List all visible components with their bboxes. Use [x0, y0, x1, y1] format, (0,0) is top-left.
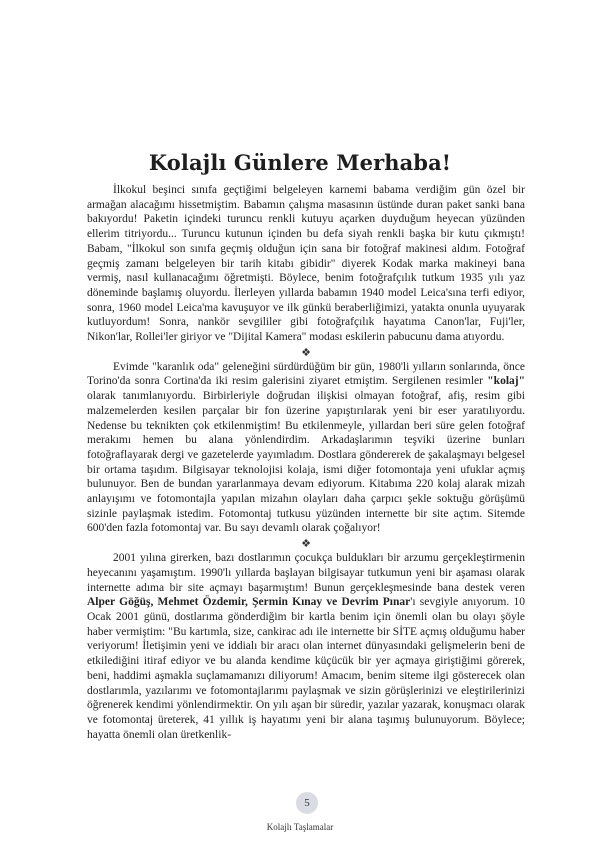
page-number: 5: [304, 797, 310, 809]
text-run: 2001 yılına girerken, bazı dostlarımın çocukça buldukları bir arzumu gerçekleştirmenin heyecanını yaşamıştım. 1990'lı yıllarda başlayan bilgisayar tutkumun yeni bir aşaması olarak internette adıma bir site açmayı başarmıştım! Bunun gerçekleşmesinde bana destek veren: [87, 552, 525, 594]
bold-text: "kolaj": [487, 375, 525, 388]
text-run: olarak tanımlanıyordu. Birbirleriyle doğrudan ilişkisi olmayan fotoğraf, afiş, resim gibi malzemelerden kesilen parçalar bir fon üzerine yapıştırılarak yeni bir eser yaratılıyordu. Nedense bu teknikten çok etkilenmiştim! Bu etkilenmeyle, yıllardan beri süre gelen fotoğraf merakımı hemen bu alana yönlendirdim. Arkadaşlarımın teşviki üzerine bunları fotoğraflayarak dergi ve gazetelerde yayımladım. Dostlara göndererek de şakalaşmayı belgesel bir ortama taşıdım. Bilgisayar teknolojisi kolaja, ismi diğer fotomontaja yeni ufuklar açmış bulunuyor. Ben de bundan yararlanmaya devam ediyorum. Kitabıma 220 kolaj alarak mizah anlayışımı ve fotomontajla yapılan mizahın olayları daha çarpıcı şekle soktuğu görüşümü sizinle paylaşmak istedim. Fotomontaj tutkusu yüzünden internette bir site açtım. Sitemde 600'den fazla fotomontaj var. Bu sayı devamlı olarak çoğalıyor!: [87, 390, 525, 535]
footer-title: Kolajlı Taşlamalar: [266, 822, 334, 832]
ornament-separator-icon: ❖: [301, 345, 311, 359]
paragraph: [87, 551, 525, 742]
text-run: Evimde "karanlık oda" geleneğini sürdürdüğüm bir gün, 1980'li yılların sonlarında, önce Torino'da sonra Cortina'da iki resim galerisini ziyaret etmiştim. Sergilenen resimler: [87, 360, 525, 388]
ornament-separator-icon: ❖: [301, 537, 311, 551]
paragraph: [87, 360, 525, 536]
text-run: 'ı sevgiyle anıyorum. 10 Ocak 2001 günü, dostlarıma gönderdiğim bir kartla benim için önemli olan bu olayı şöyle haber vermiştim: "Bu kartımla, size, cankirac adı ile internette bir SİTE açmış olduğumu haber veriyorum! İletişimin yeni ve iddialı bir aracı olan internet dünyasındaki gelişmelerin beni de etkilediğini itiraf ediyor ve bu alanda kendime küçücük bir yer açmaya giriştiğimi görerek, beni, haddimi aşmakla suçlamamanızı diliyorum! Amacım, benim siteme ilgi gösterecek olan dostlarımla, yazılarımı ve fotomontajlarımı paylaşmak ve sizin görüşlerinizi ve eleştirilerinizi öğrenerek kendimi yönlendirmektir. On yılı aşan bir süredir, yazılar yazarak, konuşmacı olarak ve fotomontaj üreterek, 41 yıllık iş hayatımı yeni bir alana taşımış bulunuyorum. Böylece; hayatta önemli olan üretkenlik-: [87, 596, 525, 741]
page-title: Kolajlı Günlere Merhaba!: [148, 150, 452, 175]
page-number-badge: [296, 792, 318, 814]
text-run: İlkokul beşinci sınıfa geçtiğimi belgeleyen karnemi babama verdiğim gün özel bir armağan alacağımı hissetmiştim. Babamın çalışma masasının üstünde duran paket sanki bana bakıyordu! Paketin içindeki turuncu renkli kutuyu açarken duyduğum heyecan yüzünden ellerim titriyordu... Turuncu kutunun içinden bu defa siyah renkli başka bir kutu çıkmıştı! Babam, "İlkokul son sınıfa geçmiş olduğun için sana bir fotoğraf makinesi aldım. Fotoğraf geçmiş zamanı belgeleyen bir tarih kitabı gibidir" diyerek Kodak marka makineyi bana vermiş, nasıl kullanacağımı öğretmişti. Böylece, benim fotoğrafçılık tutkum 1935 yılı yaz döneminde başlamış oluyordu. İlerleyen yıllarda babamın 1940 model Leica'sına terfi ediyor, sonra, 1960 model Leica'ma kavuşuyor ve ilk günkü beraberliğimizi, yatakta onunla uyuyarak kutluyordum! Sonra, nankör sevgililer gibi fotoğrafçılık hayatıma Canon'lar, Fuji'ler, Nikon'lar, Rollei'ler giriyor ve "Dijital Kamera" modası eskilerin pabucunu dama atıyordu.: [87, 184, 525, 344]
paragraph: [87, 183, 525, 345]
bold-text: Alper Göğüş, Mehmet Özdemir, Şermin Kınay ve Devrim Pınar: [87, 596, 411, 609]
body-text: [87, 183, 525, 742]
